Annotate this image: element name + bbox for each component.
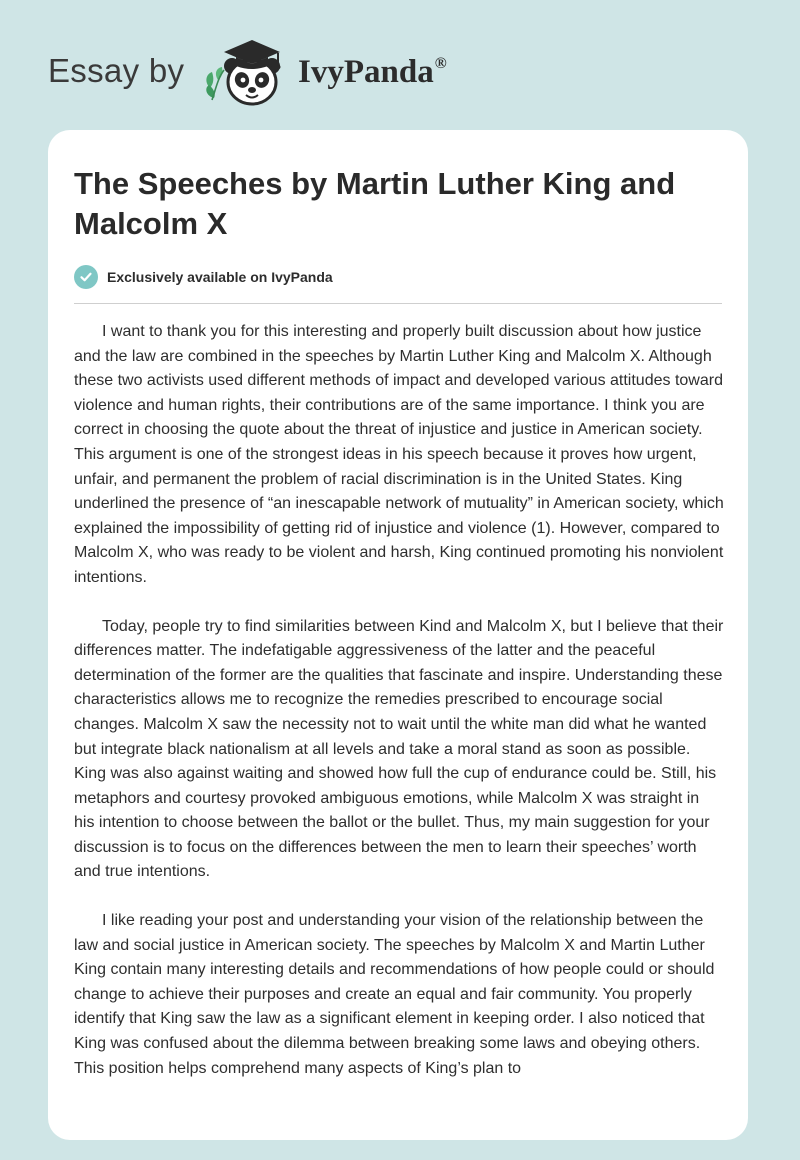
site-header xyxy=(0,0,800,130)
check-circle-icon xyxy=(74,265,98,289)
page-title: The Speeches by Martin Luther King and Malcolm X xyxy=(74,166,676,241)
paragraph: Today, people try to find similarities between Kind and Malcolm X, but I believe that their differences matter. The indefatigable aggressiveness of the latter and the peaceful determination of the former are the qualities that fascinate and inspire. Understanding these characteristics allows me to recognize the remedies prescribed to encourage social changes. Malcolm X saw the necessity not to wait until the white man did what he wanted but integrate black nationalism at all levels and take a moral stand as soon as possible. King was also against waiting and showed how full the cup of endurance could be. Still, his metaphors and courtesy provoked ambiguous emotions, while Malcolm X was straight in his intention to choose between the ballot or the bullet. Thus, my main suggestion for your discussion is to focus on the differences between the men to learn their speeches’ worth and true intentions. xyxy=(74,617,724,881)
essay-body xyxy=(74,320,724,1105)
brand-logo[interactable] xyxy=(298,54,447,91)
panda-graduate-icon[interactable] xyxy=(200,36,292,110)
exclusive-badge xyxy=(74,264,333,290)
paragraph: I like reading your post and understanding your vision of the relationship between the law and social justice in American society. The speeches by Malcolm X and Martin Luther King contain many interesting details and recommendations of how people could or should change to achieve their purposes and create an equal and fair community. You properly identify that King saw the law as a significant element in keeping order. I also noticed that King was confused about the dilemma between breaking some laws and obeying others. This position helps comprehend many aspects of King’s plan to xyxy=(74,912,715,1077)
paragraph: I want to thank you for this interesting and properly built discussion about how justice and the law are combined in the speeches by Martin Luther King and Malcolm X. Although these two activists used different methods of impact and developed various attitudes toward violence and human rights, their contributions are of the same importance. I think you are correct in choosing the quote about the threat of injustice and justice in American society. This argument is one of the strongest ideas in his speech because it proves how urgent, unfair, and permanent the problem of racial discrimination is in the United States. King underlined the presence of “an inescapable network of mutuality” in American society, which explained the impossibility of getting rid of injustice and violence (1). However, compared to Malcolm X, who was ready to be violent and harsh, King continued promoting his nonviolent intentions. xyxy=(74,323,724,586)
essay-card xyxy=(48,130,748,1140)
divider xyxy=(74,303,722,304)
brand-name: IvyPanda xyxy=(298,54,434,90)
badge-label: Exclusively available on IvyPanda xyxy=(107,269,333,285)
essay-by-label: Essay by xyxy=(48,52,185,89)
registered-mark: ® xyxy=(434,55,447,72)
